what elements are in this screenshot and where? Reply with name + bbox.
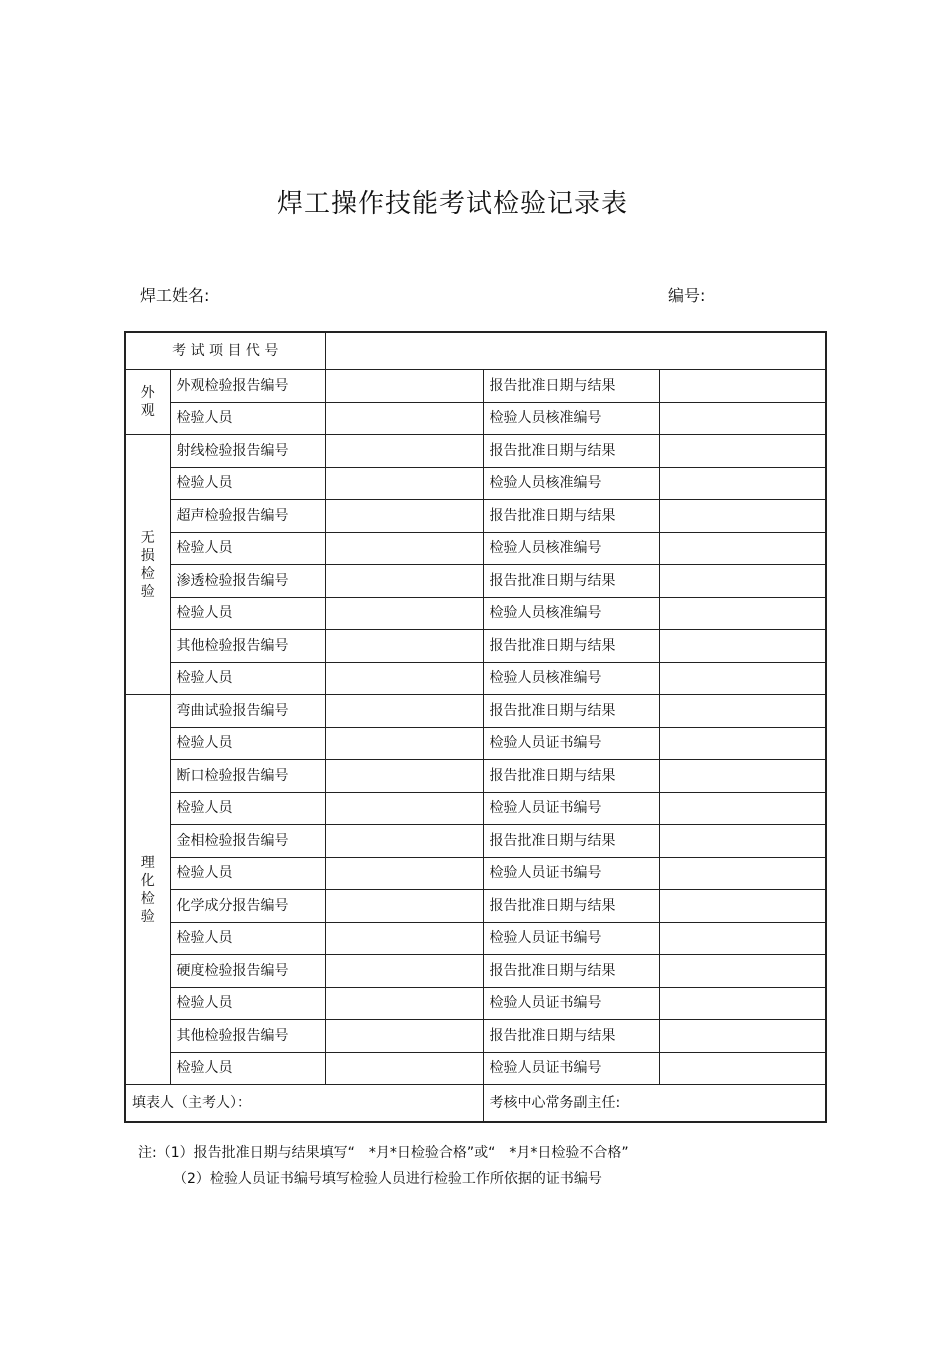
field-value-cell[interactable] — [659, 890, 826, 923]
field-value-cell[interactable] — [325, 695, 483, 728]
table-row — [125, 792, 826, 825]
field-label: 检验人员证书编号 — [483, 987, 659, 1020]
field-label: 检验人员 — [170, 402, 325, 435]
field-label: 检验人员证书编号 — [483, 857, 659, 890]
field-value-cell[interactable] — [659, 597, 826, 630]
field-value-cell[interactable] — [659, 565, 826, 598]
field-label: 金相检验报告编号 — [170, 825, 325, 858]
field-label: 报告批准日期与结果 — [483, 890, 659, 923]
field-value-cell[interactable] — [659, 825, 826, 858]
field-value-cell[interactable] — [659, 987, 826, 1020]
table-row — [125, 825, 826, 858]
field-label: 检验人员核准编号 — [483, 662, 659, 695]
section-label — [125, 695, 170, 1085]
table-row — [125, 1020, 826, 1053]
table-row — [125, 402, 826, 435]
field-label: 断口检验报告编号 — [170, 760, 325, 793]
field-label: 检验人员 — [170, 922, 325, 955]
field-label: 检验人员 — [170, 987, 325, 1020]
field-label: 检验人员证书编号 — [483, 792, 659, 825]
field-value-cell[interactable] — [325, 857, 483, 890]
page-title: 焊工操作技能考试检验记录表 — [276, 189, 628, 219]
section-label-text: 理化检验 — [140, 854, 155, 925]
field-value-cell[interactable] — [325, 955, 483, 988]
field-value-cell[interactable] — [325, 500, 483, 533]
table-row — [125, 597, 826, 630]
field-value-cell[interactable] — [325, 532, 483, 565]
field-label: 报告批准日期与结果 — [483, 435, 659, 468]
table-row — [125, 695, 826, 728]
signature-row — [125, 1085, 826, 1123]
table-row — [125, 1052, 826, 1085]
field-value-cell[interactable] — [659, 435, 826, 468]
field-value-cell[interactable] — [659, 1020, 826, 1053]
field-label: 报告批准日期与结果 — [483, 630, 659, 663]
deputy-director-label: 考核中心常务副主任: — [483, 1085, 826, 1123]
field-value-cell[interactable] — [325, 922, 483, 955]
field-value-cell[interactable] — [659, 402, 826, 435]
field-label: 检验人员核准编号 — [483, 532, 659, 565]
field-value-cell[interactable] — [325, 825, 483, 858]
table-row — [125, 922, 826, 955]
field-label: 检验人员 — [170, 532, 325, 565]
field-value-cell[interactable] — [325, 370, 483, 403]
field-value-cell[interactable] — [659, 662, 826, 695]
table-row — [125, 532, 826, 565]
field-label: 检验人员 — [170, 727, 325, 760]
field-value-cell[interactable] — [325, 467, 483, 500]
field-value-cell[interactable] — [325, 792, 483, 825]
exam-code-row — [125, 332, 826, 370]
field-label: 检验人员 — [170, 1052, 325, 1085]
field-value-cell[interactable] — [325, 1052, 483, 1085]
table-row — [125, 857, 826, 890]
field-label: 检验人员证书编号 — [483, 922, 659, 955]
field-label: 检验人员证书编号 — [483, 727, 659, 760]
field-value-cell[interactable] — [659, 500, 826, 533]
field-value-cell[interactable] — [659, 1052, 826, 1085]
field-value-cell[interactable] — [659, 922, 826, 955]
field-value-cell[interactable] — [325, 630, 483, 663]
field-value-cell[interactable] — [325, 1020, 483, 1053]
field-value-cell[interactable] — [659, 792, 826, 825]
field-label: 检验人员 — [170, 467, 325, 500]
field-label: 硬度检验报告编号 — [170, 955, 325, 988]
field-label: 报告批准日期与结果 — [483, 565, 659, 598]
field-label: 检验人员证书编号 — [483, 1052, 659, 1085]
table-row — [125, 370, 826, 403]
number-label: 编号: — [668, 286, 706, 305]
table-row — [125, 630, 826, 663]
field-label: 渗透检验报告编号 — [170, 565, 325, 598]
notes — [138, 1140, 629, 1192]
filler-label: 填表人（主考人）： — [125, 1085, 483, 1123]
welder-name-label: 焊工姓名: — [140, 286, 210, 305]
field-label: 报告批准日期与结果 — [483, 955, 659, 988]
table-row — [125, 955, 826, 988]
inspection-record-table — [124, 331, 827, 1123]
field-value-cell[interactable] — [325, 727, 483, 760]
field-label: 检验人员 — [170, 597, 325, 630]
field-value-cell[interactable] — [659, 760, 826, 793]
field-value-cell[interactable] — [659, 532, 826, 565]
field-label: 射线检验报告编号 — [170, 435, 325, 468]
field-value-cell[interactable] — [325, 435, 483, 468]
field-value-cell[interactable] — [325, 402, 483, 435]
exam-code-label: 考 试 项 目 代 号 — [125, 332, 325, 370]
field-value-cell[interactable] — [325, 987, 483, 1020]
table-row — [125, 565, 826, 598]
note-line-1: 注:（1）报告批准日期与结果填写“ *月*日检验合格”或“ *月*日检验不合格” — [138, 1145, 629, 1161]
field-label: 外观检验报告编号 — [170, 370, 325, 403]
field-label: 化学成分报告编号 — [170, 890, 325, 923]
field-value-cell[interactable] — [659, 955, 826, 988]
field-value-cell[interactable] — [325, 890, 483, 923]
field-label: 报告批准日期与结果 — [483, 695, 659, 728]
table-row — [125, 760, 826, 793]
field-value-cell[interactable] — [659, 467, 826, 500]
field-value-cell[interactable] — [325, 565, 483, 598]
table-row — [125, 890, 826, 923]
table-row — [125, 727, 826, 760]
field-label: 检验人员核准编号 — [483, 597, 659, 630]
field-value-cell[interactable] — [325, 760, 483, 793]
field-value-cell[interactable] — [659, 630, 826, 663]
table-row — [125, 467, 826, 500]
field-value-cell[interactable] — [325, 597, 483, 630]
field-label: 报告批准日期与结果 — [483, 500, 659, 533]
field-label: 其他检验报告编号 — [170, 630, 325, 663]
field-label: 检验人员 — [170, 792, 325, 825]
section-label-text: 无损检验 — [140, 529, 155, 600]
section-label — [125, 370, 170, 435]
table-row — [125, 662, 826, 695]
field-label: 弯曲试验报告编号 — [170, 695, 325, 728]
table-row — [125, 435, 826, 468]
field-value-cell[interactable] — [325, 662, 483, 695]
field-label: 检验人员 — [170, 857, 325, 890]
field-value-cell[interactable] — [659, 857, 826, 890]
field-label: 报告批准日期与结果 — [483, 825, 659, 858]
table-row — [125, 500, 826, 533]
field-value-cell[interactable] — [659, 727, 826, 760]
exam-code-value-cell[interactable] — [325, 332, 826, 370]
field-label: 检验人员核准编号 — [483, 402, 659, 435]
field-label: 报告批准日期与结果 — [483, 1020, 659, 1053]
field-label: 检验人员核准编号 — [483, 467, 659, 500]
table-row — [125, 987, 826, 1020]
field-label: 超声检验报告编号 — [170, 500, 325, 533]
note-line-2: （2）检验人员证书编号填写检验人员进行检验工作所依据的证书编号 — [173, 1171, 602, 1187]
section-label-text: 外观 — [140, 385, 155, 419]
field-value-cell[interactable] — [659, 370, 826, 403]
section-label — [125, 435, 170, 695]
field-value-cell[interactable] — [659, 695, 826, 728]
field-label: 检验人员 — [170, 662, 325, 695]
field-label: 报告批准日期与结果 — [483, 370, 659, 403]
field-label: 报告批准日期与结果 — [483, 760, 659, 793]
field-label: 其他检验报告编号 — [170, 1020, 325, 1053]
